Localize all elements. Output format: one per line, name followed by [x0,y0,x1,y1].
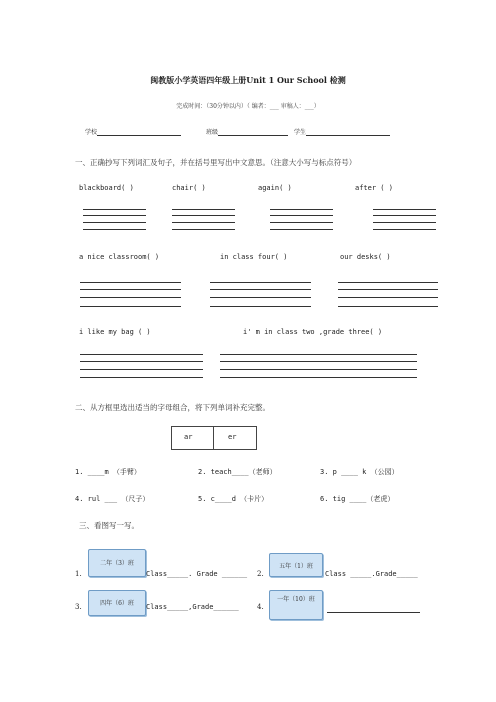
word-again: again( ) [258,184,292,192]
school-field [85,127,181,136]
word-chair: chair( ) [172,184,206,192]
time-info: 完成时间：（30分钟以内）（ 编者：___ 审稿人：___） [176,103,320,110]
student-label: 学生 [294,129,307,136]
class-card-1-label: 二年（3）班 [100,560,134,567]
phrase-nice-classroom: a nice classroom( ) [79,253,160,261]
class-card-4 [269,590,323,620]
sentence-like-my-bag: i like my bag ( ) [79,328,151,336]
fill-item-6[interactable]: 6. tig ____（老虎） [320,495,395,503]
school-label: 学校 [85,129,98,136]
fill-item-4[interactable]: 4. rul ___ （尺子） [75,495,150,503]
class-label: 班级 [206,129,219,136]
letter-options-box [171,426,257,450]
word-after: after ( ) [355,184,393,192]
answer-line-3[interactable]: Class_____,Grade______ [146,603,239,611]
page-title: 闽教版小学英语四年级上册Unit 1 Our School 检测 [150,75,346,85]
fill-item-2[interactable]: 2. teach____（老师） [198,468,277,476]
class-card-3-label: 四年（6）班 [100,600,134,607]
fill-item-3[interactable]: 3. p ____ k （公园） [320,468,399,476]
school-blank[interactable] [97,135,181,136]
option-ar: ar [184,433,193,441]
item-number-2: 2. [257,570,264,578]
item-number-4: 4. [257,603,264,611]
class-card-4-label: 一年（10）班 [277,596,315,603]
section2-heading: 二、从方框里选出适当的字母组合，将下列单词补充完整。 [75,403,270,412]
phrase-our-desks: our desks( ) [340,253,391,261]
section3-heading: 三、看图写一写。 [79,521,139,530]
answer-line-1[interactable]: Class_____. Grade ______ [146,570,248,578]
class-card-1 [88,549,146,577]
answer-line-4[interactable] [327,612,420,613]
student-field [294,127,390,136]
sentence-class-two: i' m in class two ,grade three( ) [243,328,383,336]
class-blank[interactable] [218,135,288,136]
option-er: er [228,433,237,441]
answer-line-2[interactable]: Class _____.Grade_____ [325,570,418,578]
class-card-2 [269,553,323,577]
item-number-3: 3. [75,603,82,611]
item-number-1: 1. [75,570,82,578]
fill-item-1[interactable]: 1. ____m （手臂） [75,468,141,476]
class-card-3 [88,590,146,616]
student-blank[interactable] [306,135,390,136]
class-field [206,127,288,136]
section1-heading: 一、正确抄写下列词汇及句子，并在括号里写出中文意思。（注意大小写与标点符号） [75,158,357,167]
class-card-2-label: 五年（1）班 [279,563,313,570]
phrase-in-class-four: in class four( ) [220,253,288,261]
fill-item-5[interactable]: 5. c____d （卡片） [198,495,269,503]
word-blackboard: blackboard( ) [79,184,134,192]
